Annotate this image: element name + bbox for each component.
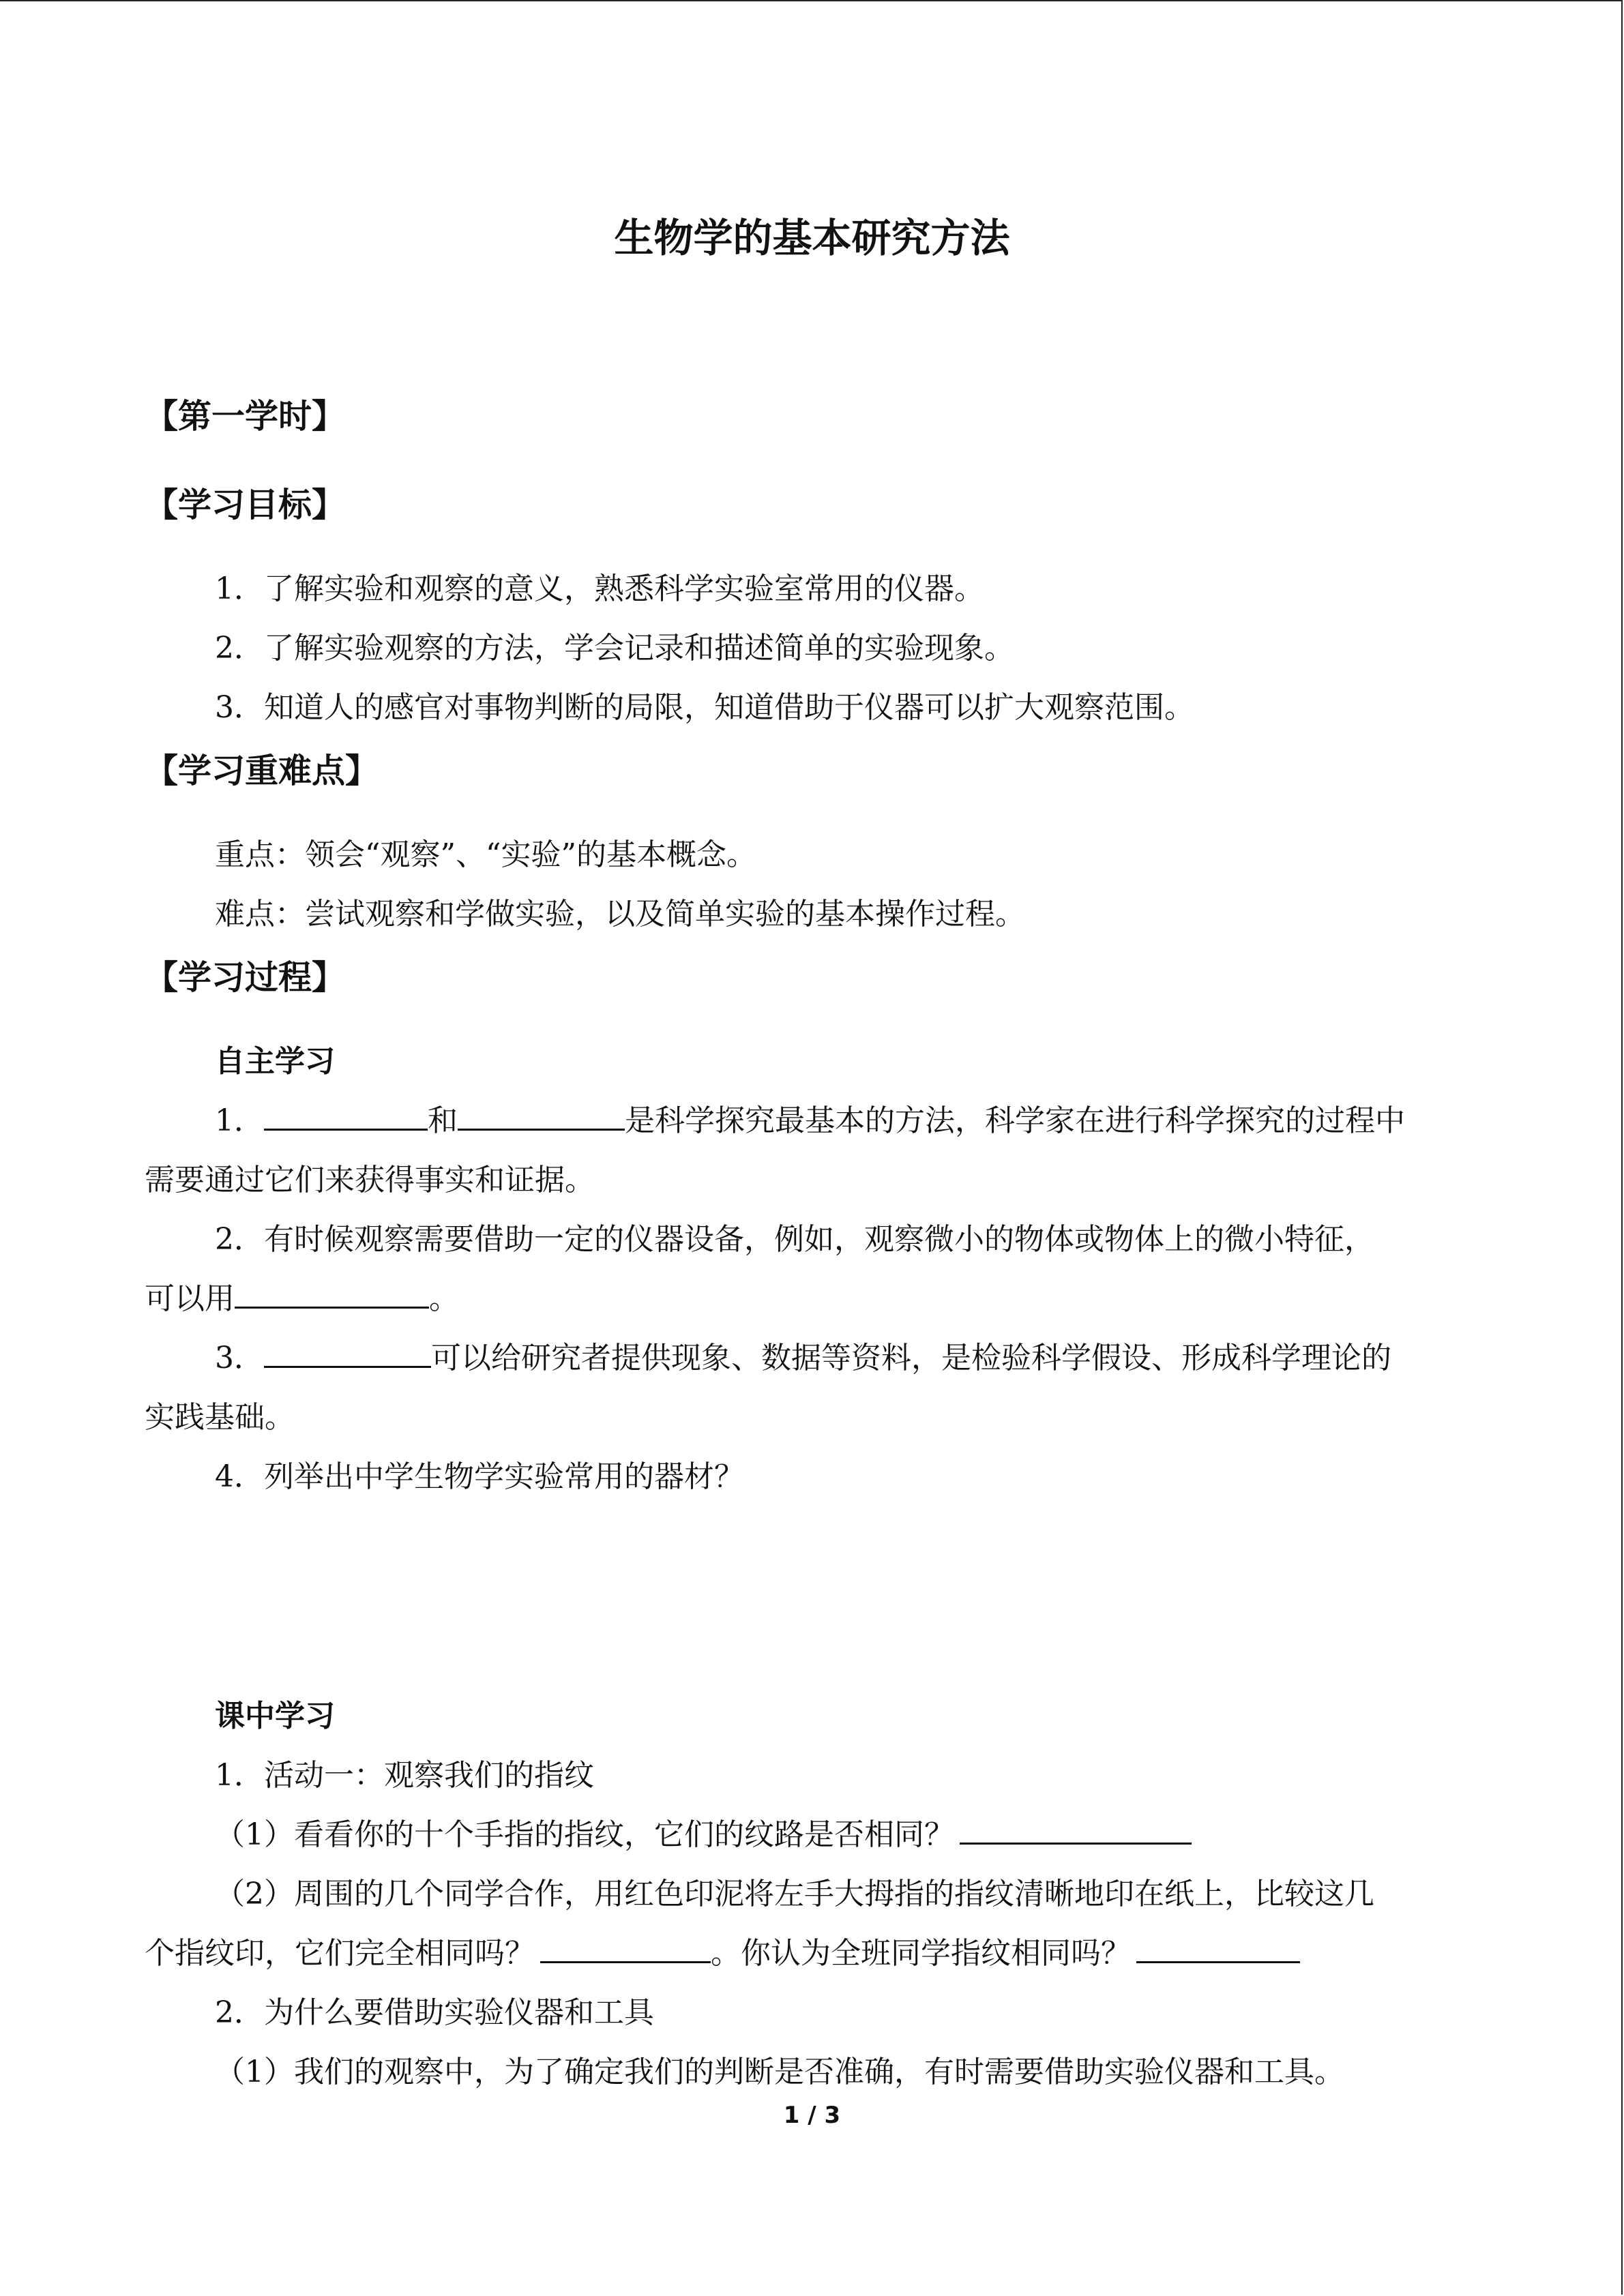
key-point: 重点：领会“观察”、“实验”的基本概念。	[215, 837, 756, 872]
question-text: 个指纹印，它们完全相同吗？	[145, 1936, 535, 1971]
answer-blank-3[interactable]	[235, 1279, 429, 1309]
question-text: （1）看看你的十个手指的指纹，它们的纹路是否相同？	[215, 1817, 954, 1852]
goal-item-2: 2．了解实验观察的方法，学会记录和描述简单的实验现象。	[215, 631, 1014, 666]
question-text: 是科学探究最基本的方法，科学家在进行科学探究的过程中	[625, 1103, 1405, 1138]
activity-1-question-2: （2）周围的几个同学合作，用红色印泥将左手大拇指的指纹清晰地印在纸上，比较这几	[215, 1877, 1374, 1911]
activity-2-title: 2．为什么要借助实验仪器和工具	[215, 1995, 654, 2030]
self-study-heading: 自主学习	[215, 1044, 335, 1079]
answer-blank-1[interactable]	[264, 1101, 428, 1131]
self-study-question-3-continued: 实践基础。	[145, 1400, 295, 1435]
self-study-question-4: 4．列举出中学生物学实验常用的器材？	[215, 1459, 744, 1494]
class-study-heading: 课中学习	[215, 1699, 335, 1733]
self-study-question-2: 2．有时候观察需要借助一定的仪器设备，例如，观察微小的物体或物体上的微小特征，	[215, 1222, 1374, 1257]
self-study-question-1	[215, 1096, 1405, 1139]
section-learning-process: 【学习过程】	[145, 958, 346, 997]
activity-1-title: 1．活动一：观察我们的指纹	[215, 1758, 594, 1793]
activity-2-question-1: （1）我们的观察中，为了确定我们的判断是否准确，有时需要借助实验仪器和工具。	[215, 2055, 1344, 2089]
question-text: 可以用	[145, 1281, 235, 1316]
activity-1-question-2-continued	[145, 1928, 1300, 1972]
question-text-mid: 。你认为全班同学指纹相同吗？	[711, 1936, 1131, 1971]
page-number: 1 / 3	[783, 2102, 841, 2129]
answer-blank-5[interactable]	[960, 1815, 1192, 1845]
answer-blank-7[interactable]	[1136, 1934, 1300, 1963]
question-text-end: 。	[429, 1281, 459, 1316]
question-number: 1．	[215, 1103, 264, 1138]
section-key-difficult-points: 【学习重难点】	[145, 751, 379, 790]
answer-blank-2[interactable]	[458, 1101, 625, 1131]
goal-item-1: 1．了解实验和观察的意义，熟悉科学实验室常用的仪器。	[215, 571, 984, 606]
self-study-question-1-continued: 需要通过它们来获得事实和证据。	[145, 1163, 595, 1197]
question-text: 可以给研究者提供现象、数据等资料，是检验科学假设、形成科学理论的	[431, 1341, 1391, 1375]
difficulty-point: 难点：尝试观察和学做实验，以及简单实验的基本操作过程。	[215, 897, 1025, 931]
self-study-question-2-continued	[145, 1274, 459, 1317]
answer-blank-4[interactable]	[264, 1339, 431, 1368]
document-title: 生物学的基本研究方法	[614, 215, 1010, 261]
answer-blank-6[interactable]	[540, 1934, 711, 1963]
goal-item-3: 3．知道人的感官对事物判断的局限，知道借助于仪器可以扩大观察范围。	[215, 690, 1194, 725]
section-first-lesson: 【第一学时】	[145, 397, 346, 436]
question-number: 3．	[215, 1341, 264, 1375]
self-study-question-3	[215, 1333, 1391, 1377]
section-learning-goals: 【学习目标】	[145, 486, 346, 524]
question-connector: 和	[428, 1103, 458, 1138]
activity-1-question-1	[215, 1810, 1192, 1853]
